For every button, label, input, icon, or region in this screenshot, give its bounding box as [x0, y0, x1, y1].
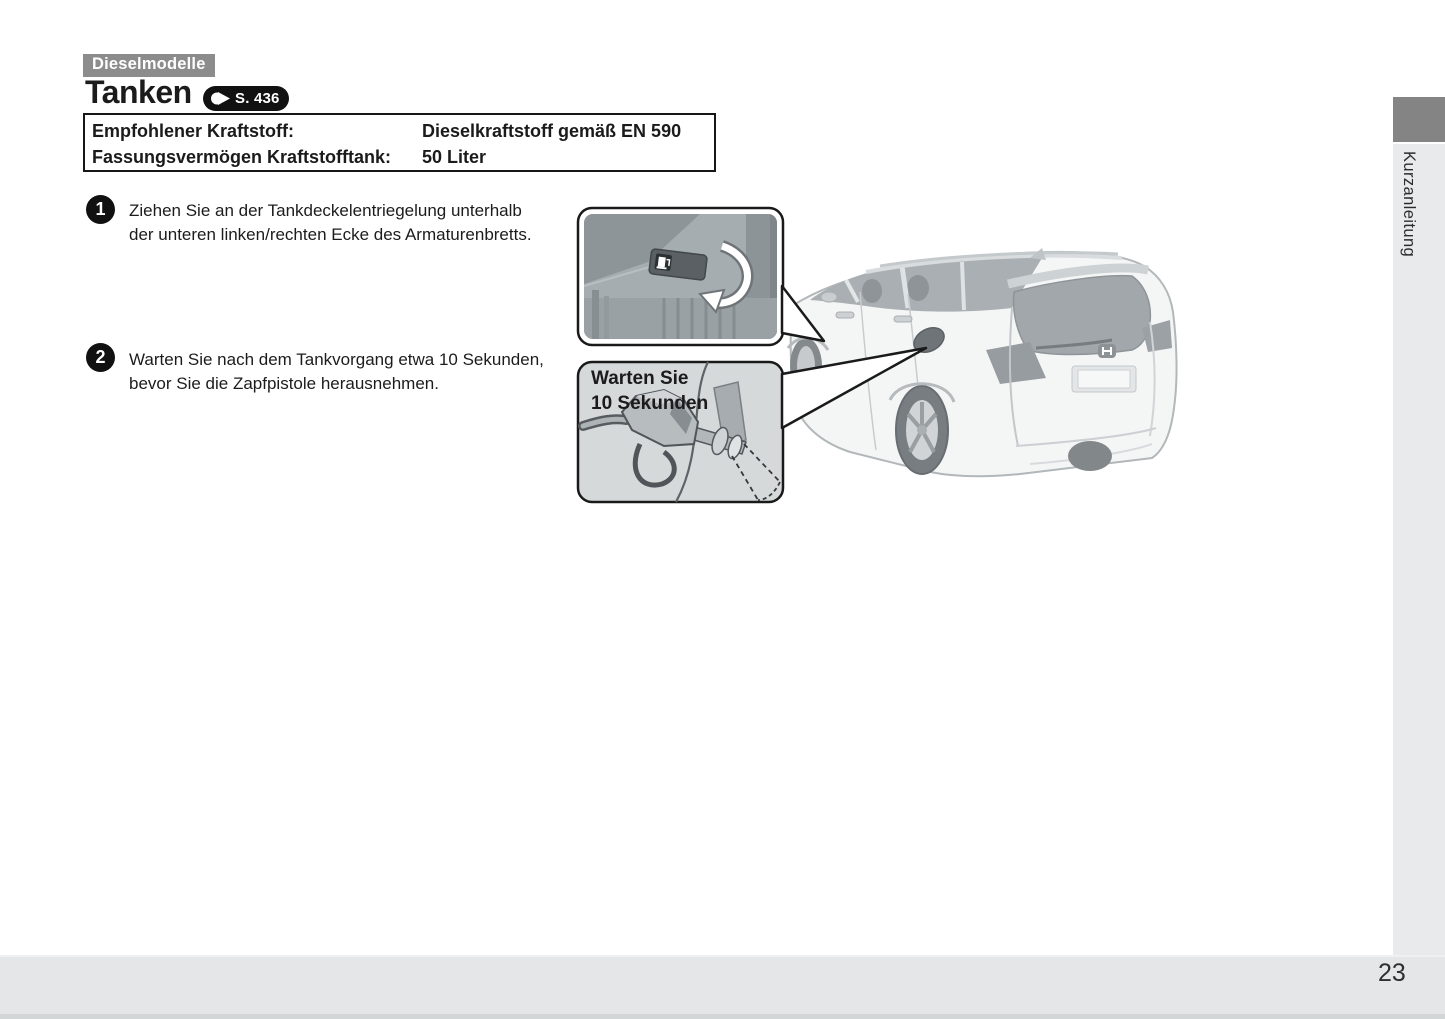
fuel-row-label: Empfohlener Kraftstoff:	[92, 120, 294, 141]
step-line: der unteren linken/rechten Ecke des Armaturenbretts.	[129, 224, 532, 244]
footer-bar	[0, 955, 1445, 1019]
fuel-pump-icon	[654, 253, 672, 271]
wait-note	[591, 366, 708, 416]
fuel-row-label: Fassungsvermögen Kraftstofftank:	[92, 146, 392, 167]
step-instruction	[129, 348, 544, 395]
side-mirror	[821, 292, 837, 302]
section-badge: Dieselmodelle	[83, 54, 215, 77]
fuel-row-value: 50 Liter	[422, 146, 487, 167]
footer-edge	[0, 1014, 1445, 1019]
fuel-row-value: Dieselkraftstoff gemäß EN 590	[422, 120, 682, 141]
door-handle	[836, 312, 854, 318]
page-number: 23	[1378, 959, 1406, 987]
rear-right-wheel	[1068, 441, 1112, 471]
step-line: bevor Sie die Zapfpistole herausnehmen.	[129, 373, 439, 393]
table-row	[85, 144, 714, 170]
step-instruction	[129, 199, 532, 246]
step-number-badge: 2	[86, 343, 115, 372]
step-line: Warten Sie nach dem Tankvorgang etwa 10 Sekunden,	[129, 350, 544, 369]
honda-logo-icon	[1098, 344, 1116, 358]
page-title: Tanken	[85, 74, 192, 110]
arrow-right-icon	[210, 91, 232, 106]
page-ref-link[interactable]	[203, 86, 289, 111]
sidebar-strip	[1393, 144, 1445, 955]
sidebar-chapter-label: Kurzanleitung	[1400, 151, 1418, 258]
step-number-badge: 1	[86, 195, 115, 224]
chapter-tab	[1393, 97, 1445, 142]
wait-note-line: 10 Sekunden	[591, 393, 709, 414]
page-ref-label: S. 436	[235, 90, 280, 107]
door-handle	[894, 316, 912, 322]
table-row	[85, 118, 714, 144]
wait-note-line: Warten Sie	[591, 368, 689, 389]
fuel-door-release-illustration	[578, 208, 783, 345]
step-line: Ziehen Sie an der Tankdeckelentriegelung unterhalb	[129, 201, 522, 220]
fueling-illustration	[555, 196, 1195, 516]
fuel-spec-table	[83, 113, 716, 172]
